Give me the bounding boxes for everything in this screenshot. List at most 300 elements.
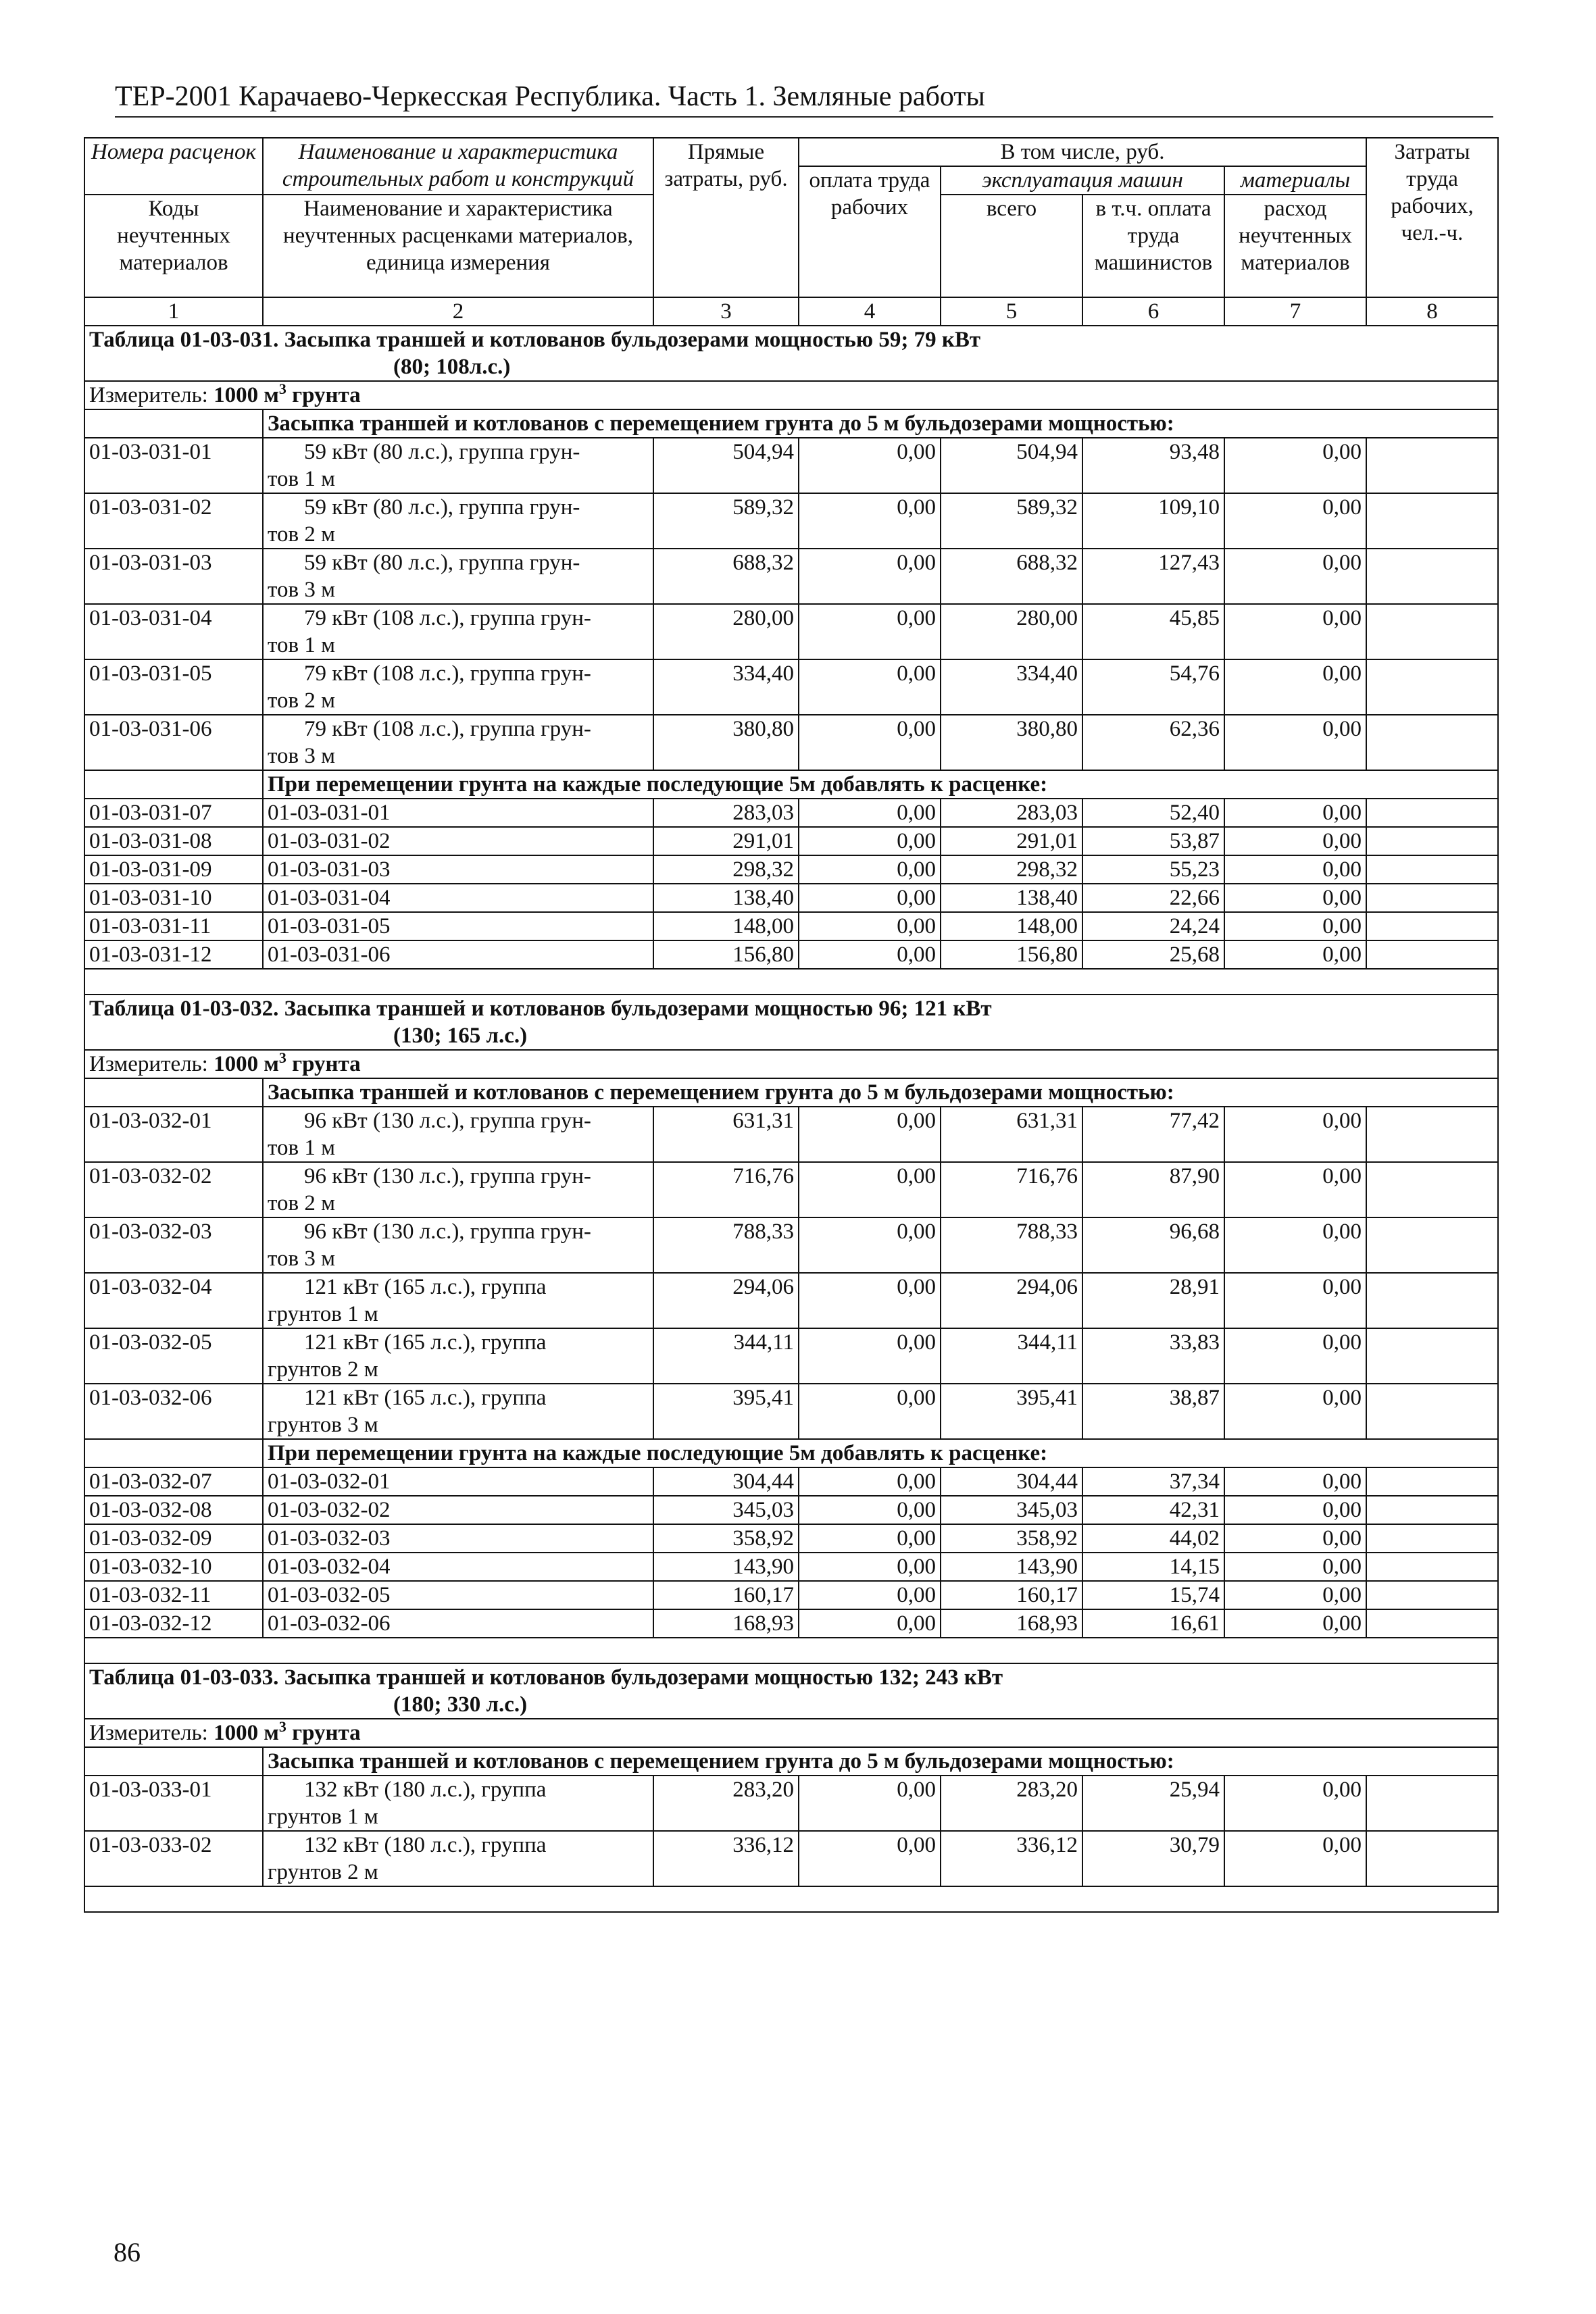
rate-description-line2: тов 2 м <box>268 1191 335 1215</box>
value-machinists: 87,90 <box>1082 1162 1224 1217</box>
section-title-line2: (180; 330 л.с.) <box>393 1692 528 1717</box>
header-col3: Прямые затраты, руб. <box>653 138 799 297</box>
meter-value-group <box>214 1052 361 1076</box>
section-title-line1: Таблица 01-03-031. Засыпка траншей и котлованов бульдозерами мощностью 59; 79 кВт <box>89 328 981 352</box>
header-machines: эксплуатация машин <box>941 166 1224 195</box>
value-machines: 160,17 <box>941 1581 1082 1609</box>
meter-sup: 3 <box>278 1719 286 1735</box>
value-direct: 688,32 <box>653 549 799 604</box>
subhead-row <box>84 1747 1498 1776</box>
rate-code: 01-03-032-09 <box>84 1524 263 1553</box>
subhead-spacer <box>84 1078 263 1107</box>
rate-code: 01-03-031-10 <box>84 884 263 912</box>
value-machines: 344,11 <box>941 1328 1082 1384</box>
section-gap-row <box>84 1638 1498 1663</box>
table-row <box>84 1217 1498 1273</box>
value-materials: 0,00 <box>1224 1553 1366 1581</box>
value-direct: 344,11 <box>653 1328 799 1384</box>
page-header: ТЕР-2001 Карачаево-Черкесская Республика. Часть 1. Земляные работы <box>115 80 1493 118</box>
table-row <box>84 438 1498 493</box>
value-machines: 298,32 <box>941 855 1082 884</box>
value-labor: 0,00 <box>799 1467 941 1496</box>
header-col1-top: Номера расценок <box>84 138 263 195</box>
table-row <box>84 799 1498 827</box>
value-direct: 334,40 <box>653 659 799 715</box>
section-gap <box>84 1638 1498 1663</box>
header-col2-bottom: Наименование и характеристика неучтенных расценками материалов, единица измерения <box>263 195 653 297</box>
table-row <box>84 1609 1498 1638</box>
table-row <box>84 604 1498 659</box>
header-col8: Затраты труда рабочих, чел.-ч. <box>1366 138 1498 297</box>
value-labor: 0,00 <box>799 940 941 969</box>
value-labor-hours <box>1366 884 1498 912</box>
value-labor-hours <box>1366 1553 1498 1581</box>
rate-reference: 01-03-032-06 <box>263 1609 653 1638</box>
rate-code: 01-03-032-02 <box>84 1162 263 1217</box>
rate-description-line2: тов 2 м <box>268 688 335 713</box>
table-row <box>84 1162 1498 1217</box>
rate-description <box>263 1384 653 1439</box>
value-machines: 334,40 <box>941 659 1082 715</box>
rate-description-line2: тов 1 м <box>268 1136 335 1160</box>
value-labor: 0,00 <box>799 1831 941 1886</box>
rate-description-line1: 59 кВт (80 л.с.), группа грун- <box>304 495 580 520</box>
value-materials: 0,00 <box>1224 912 1366 940</box>
table-row <box>84 940 1498 969</box>
rate-code: 01-03-032-03 <box>84 1217 263 1273</box>
value-direct: 138,40 <box>653 884 799 912</box>
value-labor: 0,00 <box>799 884 941 912</box>
rate-description-line2: тов 3 м <box>268 578 335 602</box>
value-labor: 0,00 <box>799 493 941 549</box>
rate-code: 01-03-031-06 <box>84 715 263 770</box>
value-materials: 0,00 <box>1224 549 1366 604</box>
value-machines: 631,31 <box>941 1107 1082 1162</box>
value-materials: 0,00 <box>1224 1384 1366 1439</box>
subhead-row <box>84 1078 1498 1107</box>
rate-description-line2: тов 1 м <box>268 633 335 657</box>
rate-reference: 01-03-031-01 <box>263 799 653 827</box>
rate-description <box>263 1273 653 1328</box>
header-materials: материалы <box>1224 166 1366 195</box>
rate-reference: 01-03-032-04 <box>263 1553 653 1581</box>
value-labor-hours <box>1366 1217 1498 1273</box>
value-machinists: 24,24 <box>1082 912 1224 940</box>
column-number: 7 <box>1224 297 1366 326</box>
header-group: В том числе, руб. <box>799 138 1366 166</box>
rate-description <box>263 1162 653 1217</box>
table-row <box>84 1384 1498 1439</box>
value-direct: 788,33 <box>653 1217 799 1273</box>
rate-description <box>263 1328 653 1384</box>
value-machinists: 93,48 <box>1082 438 1224 493</box>
rate-description <box>263 659 653 715</box>
value-materials: 0,00 <box>1224 438 1366 493</box>
value-machinists: 22,66 <box>1082 884 1224 912</box>
subhead-spacer <box>84 770 263 799</box>
section-title-line2: (130; 165 л.с.) <box>393 1024 528 1048</box>
column-number: 4 <box>799 297 941 326</box>
value-machines: 143,90 <box>941 1553 1082 1581</box>
rate-description-line2: грунтов 2 м <box>268 1860 378 1884</box>
value-labor: 0,00 <box>799 912 941 940</box>
value-machinists: 96,68 <box>1082 1217 1224 1273</box>
rate-description-line1: 121 кВт (165 л.с.), группа <box>304 1330 547 1355</box>
subhead: Засыпка траншей и котлованов с перемещением грунта до 5 м бульдозерами мощностью: <box>263 1078 1498 1107</box>
value-materials: 0,00 <box>1224 884 1366 912</box>
subhead-spacer <box>84 409 263 438</box>
value-machinists: 16,61 <box>1082 1609 1224 1638</box>
value-machinists: 37,34 <box>1082 1467 1224 1496</box>
value-labor-hours <box>1366 1609 1498 1638</box>
subhead-row <box>84 1439 1498 1467</box>
rate-description <box>263 1831 653 1886</box>
value-direct: 283,20 <box>653 1776 799 1831</box>
value-materials: 0,00 <box>1224 1609 1366 1638</box>
value-direct: 716,76 <box>653 1162 799 1217</box>
rate-description-line2: тов 2 м <box>268 522 335 547</box>
rate-description-line2: тов 1 м <box>268 467 335 491</box>
meter-unit: грунта <box>286 383 361 407</box>
rate-description-line1: 59 кВт (80 л.с.), группа грун- <box>304 551 580 575</box>
value-direct: 304,44 <box>653 1467 799 1496</box>
value-direct: 631,31 <box>653 1107 799 1162</box>
section-gap <box>84 969 1498 995</box>
table-row <box>84 1496 1498 1524</box>
value-machinists: 30,79 <box>1082 1831 1224 1886</box>
header-row-1 <box>84 138 1498 166</box>
value-labor-hours <box>1366 1831 1498 1886</box>
table-row <box>84 493 1498 549</box>
section-gap-row <box>84 969 1498 995</box>
header-col2-top: Наименование и характеристика строительных работ и конструкций <box>263 138 653 195</box>
value-materials: 0,00 <box>1224 1496 1366 1524</box>
value-machinists: 33,83 <box>1082 1328 1224 1384</box>
value-labor: 0,00 <box>799 604 941 659</box>
value-machinists: 62,36 <box>1082 715 1224 770</box>
column-number: 5 <box>941 297 1082 326</box>
header-col1-bottom: Коды неучтенных материалов <box>84 195 263 297</box>
value-direct: 294,06 <box>653 1273 799 1328</box>
rate-description <box>263 604 653 659</box>
meter-value-group <box>214 1721 361 1745</box>
meter-row <box>84 381 1498 409</box>
value-direct: 504,94 <box>653 438 799 493</box>
value-labor-hours <box>1366 1328 1498 1384</box>
value-labor: 0,00 <box>799 1162 941 1217</box>
column-number: 2 <box>263 297 653 326</box>
page-number: 86 <box>114 2237 141 2267</box>
value-labor-hours <box>1366 715 1498 770</box>
rate-description-line2: грунтов 3 м <box>268 1413 378 1437</box>
table-row <box>84 1273 1498 1328</box>
value-materials: 0,00 <box>1224 493 1366 549</box>
header-col6: в т.ч. оплата труда машинистов <box>1082 195 1224 297</box>
meter-label: Измеритель: <box>89 1052 208 1076</box>
rate-description <box>263 1107 653 1162</box>
subhead-row <box>84 409 1498 438</box>
value-direct: 291,01 <box>653 827 799 855</box>
rate-code: 01-03-032-10 <box>84 1553 263 1581</box>
rate-code: 01-03-033-02 <box>84 1831 263 1886</box>
rate-description-line2: грунтов 2 м <box>268 1357 378 1382</box>
value-machinists: 14,15 <box>1082 1553 1224 1581</box>
value-labor-hours <box>1366 1273 1498 1328</box>
value-materials: 0,00 <box>1224 855 1366 884</box>
value-direct: 380,80 <box>653 715 799 770</box>
section-title-row <box>84 326 1498 381</box>
value-labor: 0,00 <box>799 1776 941 1831</box>
rate-description-line1: 79 кВт (108 л.с.), группа грун- <box>304 606 591 630</box>
meter <box>84 1719 1498 1747</box>
column-number: 6 <box>1082 297 1224 326</box>
value-labor: 0,00 <box>799 827 941 855</box>
rate-code: 01-03-032-08 <box>84 1496 263 1524</box>
value-direct: 148,00 <box>653 912 799 940</box>
value-labor: 0,00 <box>799 715 941 770</box>
value-machinists: 53,87 <box>1082 827 1224 855</box>
rate-description-line2: грунтов 1 м <box>268 1805 378 1829</box>
value-labor: 0,00 <box>799 1581 941 1609</box>
rate-reference: 01-03-031-02 <box>263 827 653 855</box>
value-labor: 0,00 <box>799 1384 941 1439</box>
value-materials: 0,00 <box>1224 940 1366 969</box>
value-machinists: 127,43 <box>1082 549 1224 604</box>
value-materials: 0,00 <box>1224 1467 1366 1496</box>
value-machinists: 52,40 <box>1082 799 1224 827</box>
value-direct: 395,41 <box>653 1384 799 1439</box>
rate-description-line2: тов 3 м <box>268 1247 335 1271</box>
value-materials: 0,00 <box>1224 827 1366 855</box>
value-direct: 280,00 <box>653 604 799 659</box>
rate-code: 01-03-032-05 <box>84 1328 263 1384</box>
column-number: 8 <box>1366 297 1498 326</box>
value-machines: 283,03 <box>941 799 1082 827</box>
value-machines: 304,44 <box>941 1467 1082 1496</box>
value-labor-hours <box>1366 659 1498 715</box>
table-row <box>84 855 1498 884</box>
value-labor-hours <box>1366 1162 1498 1217</box>
value-labor: 0,00 <box>799 549 941 604</box>
meter-value-group <box>214 383 361 407</box>
rate-description-line1: 96 кВт (130 л.с.), группа грун- <box>304 1164 591 1188</box>
table-row <box>84 549 1498 604</box>
table-row <box>84 1581 1498 1609</box>
rate-description-line2: тов 3 м <box>268 744 335 768</box>
rate-description <box>263 715 653 770</box>
column-number: 1 <box>84 297 263 326</box>
table-row <box>84 827 1498 855</box>
subhead-spacer <box>84 1439 263 1467</box>
rate-code: 01-03-032-04 <box>84 1273 263 1328</box>
value-materials: 0,00 <box>1224 1831 1366 1886</box>
value-machines: 336,12 <box>941 1831 1082 1886</box>
value-labor: 0,00 <box>799 438 941 493</box>
value-labor-hours <box>1366 549 1498 604</box>
rate-reference: 01-03-032-01 <box>263 1467 653 1496</box>
rate-code: 01-03-033-01 <box>84 1776 263 1831</box>
value-materials: 0,00 <box>1224 799 1366 827</box>
value-labor: 0,00 <box>799 855 941 884</box>
value-machines: 283,20 <box>941 1776 1082 1831</box>
value-machinists: 109,10 <box>1082 493 1224 549</box>
value-labor: 0,00 <box>799 1609 941 1638</box>
rate-code: 01-03-031-03 <box>84 549 263 604</box>
value-direct: 168,93 <box>653 1609 799 1638</box>
rate-code: 01-03-031-05 <box>84 659 263 715</box>
header-col7: расход неучтенных материалов <box>1224 195 1366 297</box>
value-labor: 0,00 <box>799 659 941 715</box>
meter-value: 1000 м <box>214 1721 279 1745</box>
section-gap <box>84 1886 1498 1912</box>
table-row <box>84 1467 1498 1496</box>
rate-code: 01-03-032-07 <box>84 1467 263 1496</box>
value-machines: 688,32 <box>941 549 1082 604</box>
value-machinists: 77,42 <box>1082 1107 1224 1162</box>
rate-code: 01-03-031-08 <box>84 827 263 855</box>
value-machinists: 54,76 <box>1082 659 1224 715</box>
value-labor-hours <box>1366 1384 1498 1439</box>
value-machines: 345,03 <box>941 1496 1082 1524</box>
value-machines: 168,93 <box>941 1609 1082 1638</box>
section-title-line1: Таблица 01-03-033. Засыпка траншей и котлованов бульдозерами мощностью 132; 243 кВт <box>89 1665 1003 1690</box>
value-labor: 0,00 <box>799 1524 941 1553</box>
table-row <box>84 1328 1498 1384</box>
rate-code: 01-03-031-11 <box>84 912 263 940</box>
rate-description <box>263 549 653 604</box>
value-direct: 298,32 <box>653 855 799 884</box>
value-materials: 0,00 <box>1224 659 1366 715</box>
rate-code: 01-03-031-07 <box>84 799 263 827</box>
meter-label: Измеритель: <box>89 383 208 407</box>
table-row <box>84 1107 1498 1162</box>
rate-description-line1: 121 кВт (165 л.с.), группа <box>304 1386 547 1410</box>
rate-reference: 01-03-031-04 <box>263 884 653 912</box>
rate-reference: 01-03-031-05 <box>263 912 653 940</box>
table-row <box>84 912 1498 940</box>
meter-row <box>84 1719 1498 1747</box>
value-direct: 589,32 <box>653 493 799 549</box>
value-machines: 358,92 <box>941 1524 1082 1553</box>
value-direct: 358,92 <box>653 1524 799 1553</box>
value-machinists: 25,68 <box>1082 940 1224 969</box>
rate-code: 01-03-032-11 <box>84 1581 263 1609</box>
subhead: При перемещении грунта на каждые последующие 5м добавлять к расценке: <box>263 1439 1498 1467</box>
value-direct: 143,90 <box>653 1553 799 1581</box>
value-materials: 0,00 <box>1224 1107 1366 1162</box>
value-materials: 0,00 <box>1224 715 1366 770</box>
value-materials: 0,00 <box>1224 1776 1366 1831</box>
table-row <box>84 1524 1498 1553</box>
section-title-row <box>84 995 1498 1050</box>
table-row <box>84 1553 1498 1581</box>
rate-description <box>263 1217 653 1273</box>
value-labor-hours <box>1366 1581 1498 1609</box>
section-title <box>84 995 1498 1050</box>
section-title-line2: (80; 108л.с.) <box>393 355 511 379</box>
value-machines: 395,41 <box>941 1384 1082 1439</box>
section-gap-row <box>84 1886 1498 1912</box>
subhead: Засыпка траншей и котлованов с перемещением грунта до 5 м бульдозерами мощностью: <box>263 1747 1498 1776</box>
value-machines: 589,32 <box>941 493 1082 549</box>
rate-description-line1: 121 кВт (165 л.с.), группа <box>304 1275 547 1299</box>
value-machines: 280,00 <box>941 604 1082 659</box>
rate-description-line1: 96 кВт (130 л.с.), группа грун- <box>304 1109 591 1133</box>
rate-description-line1: 132 кВт (180 л.с.), группа <box>304 1778 547 1802</box>
rate-code: 01-03-031-09 <box>84 855 263 884</box>
meter-unit: грунта <box>286 1052 361 1076</box>
rate-description <box>263 1776 653 1831</box>
section-title-row <box>84 1663 1498 1719</box>
value-materials: 0,00 <box>1224 1581 1366 1609</box>
header-col5: всего <box>941 195 1082 297</box>
value-machines: 504,94 <box>941 438 1082 493</box>
value-machinists: 38,87 <box>1082 1384 1224 1439</box>
meter <box>84 381 1498 409</box>
value-labor: 0,00 <box>799 799 941 827</box>
value-machines: 716,76 <box>941 1162 1082 1217</box>
value-labor-hours <box>1366 855 1498 884</box>
subhead: Засыпка траншей и котлованов с перемещением грунта до 5 м бульдозерами мощностью: <box>263 409 1498 438</box>
value-materials: 0,00 <box>1224 1273 1366 1328</box>
value-labor-hours <box>1366 438 1498 493</box>
rate-reference: 01-03-031-06 <box>263 940 653 969</box>
rate-reference: 01-03-032-03 <box>263 1524 653 1553</box>
value-machines: 291,01 <box>941 827 1082 855</box>
meter-sup: 3 <box>278 381 286 397</box>
value-labor-hours <box>1366 493 1498 549</box>
value-machinists: 55,23 <box>1082 855 1224 884</box>
rate-description-line1: 59 кВт (80 л.с.), группа грун- <box>304 440 580 464</box>
value-labor-hours <box>1366 799 1498 827</box>
rate-code: 01-03-032-01 <box>84 1107 263 1162</box>
rate-reference: 01-03-031-03 <box>263 855 653 884</box>
value-direct: 156,80 <box>653 940 799 969</box>
value-direct: 283,03 <box>653 799 799 827</box>
value-materials: 0,00 <box>1224 1162 1366 1217</box>
value-labor-hours <box>1366 1496 1498 1524</box>
value-labor: 0,00 <box>799 1217 941 1273</box>
rate-description-line1: 79 кВт (108 л.с.), группа грун- <box>304 717 591 741</box>
section-title-line1: Таблица 01-03-032. Засыпка траншей и котлованов бульдозерами мощностью 96; 121 кВт <box>89 997 992 1021</box>
rate-description-line1: 132 кВт (180 л.с.), группа <box>304 1833 547 1857</box>
meter-label: Измеритель: <box>89 1721 208 1745</box>
table-row <box>84 715 1498 770</box>
rate-description <box>263 438 653 493</box>
value-materials: 0,00 <box>1224 1328 1366 1384</box>
value-labor: 0,00 <box>799 1273 941 1328</box>
value-machinists: 15,74 <box>1082 1581 1224 1609</box>
column-number: 3 <box>653 297 799 326</box>
rate-description <box>263 493 653 549</box>
value-machinists: 28,91 <box>1082 1273 1224 1328</box>
subhead: При перемещении грунта на каждые последующие 5м добавлять к расценке: <box>263 770 1498 799</box>
table-row <box>84 1776 1498 1831</box>
rate-reference: 01-03-032-02 <box>263 1496 653 1524</box>
header-col4: оплата труда рабочих <box>799 166 941 297</box>
subhead-spacer <box>84 1747 263 1776</box>
value-labor-hours <box>1366 604 1498 659</box>
rate-reference: 01-03-032-05 <box>263 1581 653 1609</box>
value-machines: 788,33 <box>941 1217 1082 1273</box>
rates-table <box>84 137 1499 1913</box>
table-row <box>84 659 1498 715</box>
value-machinists: 25,94 <box>1082 1776 1224 1831</box>
value-machines: 294,06 <box>941 1273 1082 1328</box>
value-direct: 336,12 <box>653 1831 799 1886</box>
value-machinists: 42,31 <box>1082 1496 1224 1524</box>
rate-code: 01-03-031-12 <box>84 940 263 969</box>
